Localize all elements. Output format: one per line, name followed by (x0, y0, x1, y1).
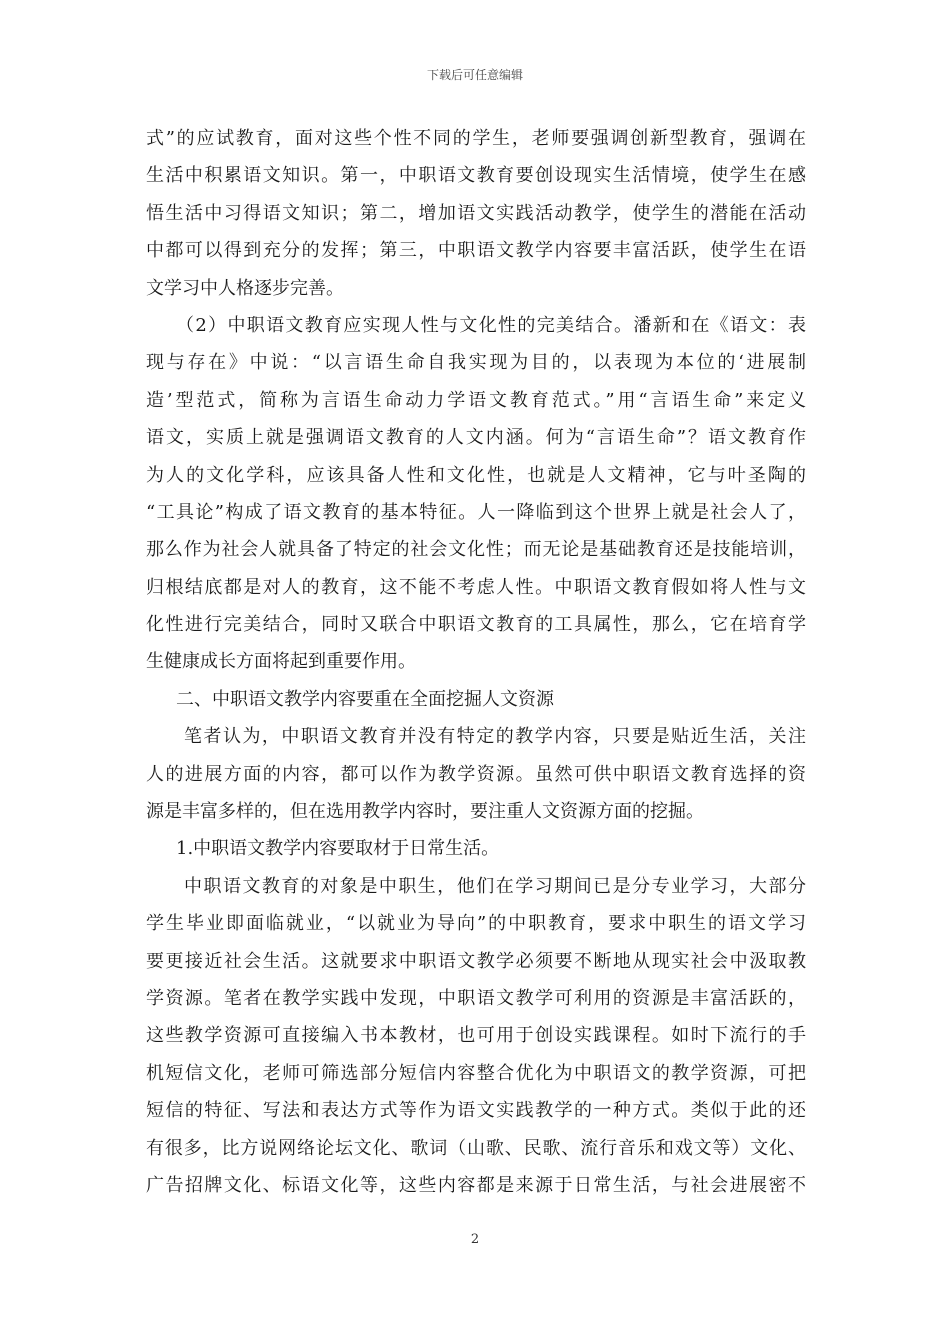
document-body (146, 120, 806, 1204)
heading-line: 二、中职语文教学内容要重在全面挖掘人文资源 (176, 688, 554, 710)
text-line: 笔者认为，中职语文教育并没有特定的教学内容，只要是贴近生活，关注 (184, 726, 806, 748)
text-line: 广告招牌文化、标语文化等，这些内容都是来源于日常生活，与社会进展密不 (146, 1174, 806, 1196)
text-line: 有很多，比方说网络论坛文化、歌词（山歌、民歌、流行音乐和戏文等）文化、 (146, 1137, 806, 1159)
text-line: 语文，实质上就是强调语文教育的人文内涵。何为“言语生命”？语文教育作 (146, 427, 806, 449)
text-line: 机短信文化，老师可筛选部分短信内容整合优化为中职语文的教学资源，可把 (146, 1062, 806, 1084)
heading-line: 1.中职语文教学内容要取材于日常生活。 (176, 838, 500, 860)
subsection-heading (146, 830, 806, 867)
paragraph-4 (146, 868, 806, 1205)
text-line: 生活中积累语文知识。第一，中职语文教育要创设现实生活情境，使学生在感 (146, 165, 806, 187)
text-line: 学生毕业即面临就业，“以就业为导向”的中职教育，要求中职生的语文学习 (146, 913, 806, 935)
text-line: 学资源。笔者在教学实践中发现，中职语文教学可利用的资源是丰富活跃的， (146, 987, 806, 1009)
text-line: 悟生活中习得语文知识；第二，增加语文实践活动教学，使学生的潜能在活动 (146, 202, 806, 224)
text-line: 造’型范式，简称为言语生命动力学语文教育范式。”用“言语生命”来定义 (146, 389, 806, 411)
text-line: （2）中职语文教育应实现人性与文化性的完美结合。潘新和在《语文：表 (176, 314, 806, 336)
paragraph-2 (146, 307, 806, 681)
text-line: 要更接近社会生活。这就要求中职语文教学必须要不断地从现实社会中汲取教 (146, 950, 806, 972)
paragraph-1 (146, 120, 806, 307)
text-line: 人的进展方面的内容，都可以作为教学资源。虽然可供中职语文教育选择的资 (146, 763, 806, 785)
text-line: 文学习中人格逐步完善。 (146, 277, 344, 299)
text-line: 化性进行完美结合，同时又联合中职语文教育的工具属性，那么，它在培育学 (146, 614, 806, 636)
text-line: 中都可以得到充分的发挥；第三，中职语文教学内容要丰富活跃，使学生在语 (146, 240, 806, 262)
text-line: 现与存在》中说：“以言语生命自我实现为目的，以表现为本位的‘进展制 (146, 352, 806, 374)
text-line: 这些教学资源可直接编入书本教材，也可用于创设实践课程。如时下流行的手 (146, 1025, 806, 1047)
text-line: 生健康成长方面将起到重要作用。 (146, 651, 416, 673)
page-number: 2 (470, 1232, 480, 1247)
paragraph-3 (146, 718, 806, 830)
text-line: 短信的特征、写法和表达方式等作为语文实践教学的一种方式。类似于此的还 (146, 1100, 806, 1122)
text-line: 中职语文教育的对象是中职生，他们在学习期间已是分专业学习，大部分 (184, 875, 806, 897)
section-heading (146, 681, 806, 718)
text-line: “工具论”构成了语文教育的基本特征。人一降临到这个世界上就是社会人了， (146, 501, 806, 523)
text-line: 为人的文化学科，应该具备人性和文化性，也就是人文精神，它与叶圣陶的 (146, 464, 806, 486)
text-line: 那么作为社会人就具备了特定的社会文化性；而无论是基础教育还是技能培训， (146, 539, 806, 561)
text-line: 归根结底都是对人的教育，这不能不考虑人性。中职语文教育假如将人性与文 (146, 576, 806, 598)
page-header: 下载后可任意编辑 (426, 68, 523, 82)
text-line: 源是丰富多样的，但在选用教学内容时，要注重人文资源方面的挖掘。 (146, 801, 704, 823)
text-line: 式”的应试教育，面对这些个性不同的学生，老师要强调创新型教育，强调在 (146, 128, 806, 149)
